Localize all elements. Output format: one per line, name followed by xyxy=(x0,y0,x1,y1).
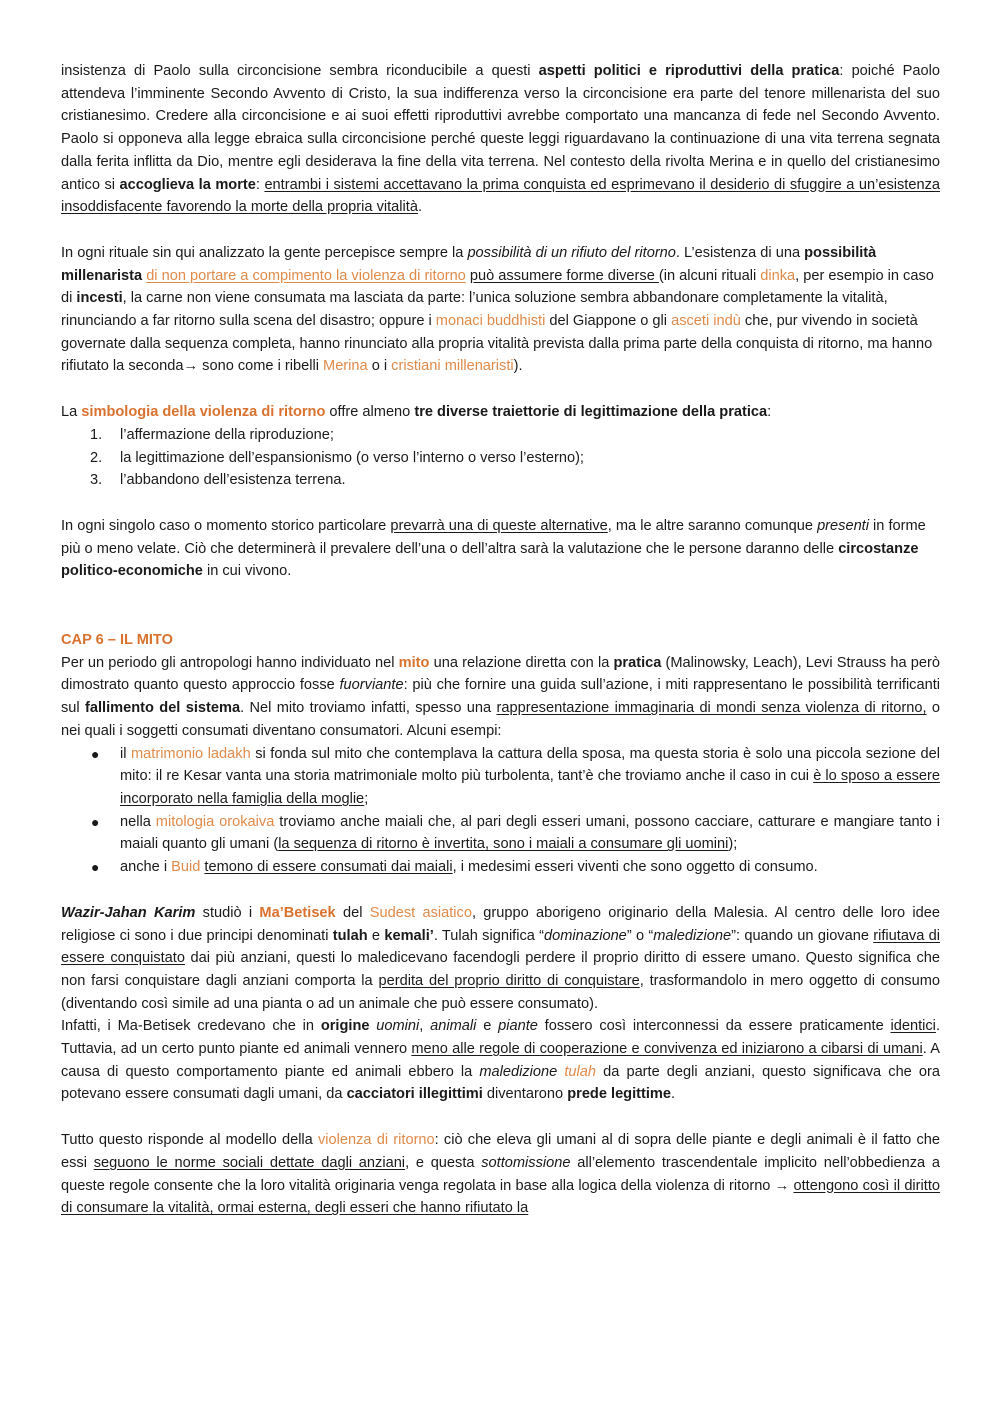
text: , ma le altre saranno comunque xyxy=(607,517,818,534)
bullet-icon: ● xyxy=(91,745,100,762)
text: . L’esistenza di una xyxy=(675,244,805,261)
text: che, pur vivendo in società governate dalla sequenza completa, hanno rinunciato alla propria vitalità prevista dalla prima parte della conquista di ritorno, ma hanno rifiutato la seconda xyxy=(61,313,933,375)
highlighted-bold-phrase: simbologia della violenza di ritorno xyxy=(81,404,326,421)
underlined-phrase: ottengono così il diritto di consumare la vitalità, ormai esterna, degli esseri che hanno rifiutato la xyxy=(61,1177,941,1217)
list-number: 1. xyxy=(90,426,103,443)
text: (in alcuni rituali xyxy=(658,267,761,284)
list-number: 2. xyxy=(90,449,103,466)
highlighted-term: cristiani millenaristi xyxy=(391,358,514,375)
underlined-phrase: prevarrà una di queste alternative xyxy=(390,517,608,534)
highlighted-term: violenza di ritorno xyxy=(318,1132,435,1149)
italic-phrase: presenti xyxy=(817,517,869,534)
text: all’elemento trascendentale implicito nell’obbedienza a queste regole consente che la loro vitalità originaria venga regolata in base alla logica della violenza di ritorno xyxy=(61,1154,941,1194)
text: : poiché Paolo attendeva l’imminente Secondo Avvento di Cristo, la sua indifferenza verso la circoncisione era parte del tenore millenarista del suo cristianesimo. Credere alla circoncisione e ai suoi effetti riproduttivi avrebbe comportato una mancanza di fede nel Secondo Avvento. Paolo si opponeva alla legge ebraica sulla circoncisione perché queste leggi riguardavano la continuazione di una vita terrena segnata dalla ferita inflitta da Dio, mentre egli desiderava la fine della vita terrena. Nel contesto della rivolta Merina e in quello del cristianesimo antico si xyxy=(61,63,940,193)
highlighted-term: mitologia orokaiva xyxy=(155,813,275,830)
highlighted-term: Buid xyxy=(171,859,201,876)
highlighted-term: monaci buddhisti xyxy=(435,313,546,330)
underlined-phrase: perdita del proprio diritto di conquistare xyxy=(378,972,640,989)
list-item-text: l’affermazione della riproduzione; xyxy=(120,426,334,443)
highlighted-bold-phrase: Ma’Betisek xyxy=(259,904,336,921)
paragraph-ma-betisek xyxy=(61,902,940,1016)
text: : xyxy=(255,176,265,193)
text: Per un periodo gli antropologi hanno individuato nel xyxy=(61,654,399,671)
bold-phrase: pratica xyxy=(613,654,662,671)
highlighted-term: dinka xyxy=(760,267,796,284)
text: , e questa xyxy=(405,1154,482,1171)
text: ); xyxy=(728,836,738,853)
text: In ogni singolo caso o momento storico particolare xyxy=(61,517,391,534)
italic-phrase: animali xyxy=(430,1018,477,1035)
underlined-phrase: è lo sposo a essere incorporato nella famiglia della moglie xyxy=(120,768,941,807)
right-arrow-icon: → xyxy=(774,1177,790,1194)
text: . Tuttavia, ad un certo punto piante ed animali vennero xyxy=(61,1018,940,1058)
numbered-list xyxy=(61,424,940,492)
text: o i xyxy=(367,358,392,375)
list-item xyxy=(61,856,940,879)
text: ” o “ xyxy=(626,927,654,944)
text: In ogni rituale sin qui analizzato la gente percepisce sempre la xyxy=(61,244,468,261)
text: nella xyxy=(120,813,156,830)
text: insistenza di Paolo sulla circoncisione sembra riconducibile a questi xyxy=(61,63,539,79)
text: in cui vivono. xyxy=(202,563,292,580)
text: da parte degli anziani, questo significava che ora potevano essere consumati dagli umani, da xyxy=(61,1063,940,1103)
underlined-phrase: rifiutava di essere conquistato xyxy=(61,927,940,967)
bold-phrase: tulah xyxy=(332,927,368,944)
text: e xyxy=(367,927,385,944)
italic-phrase: maledizione xyxy=(479,1063,558,1080)
underlined-phrase: seguono le norme sociali dettate dagli anziani xyxy=(93,1154,406,1171)
bold-phrase: fallimento del sistema xyxy=(85,700,241,717)
underlined-phrase: meno alle regole di cooperazione e convivenza ed iniziarono a cibarsi di umani xyxy=(411,1041,923,1058)
list-item xyxy=(61,743,940,811)
highlighted-bold-phrase: mito xyxy=(398,654,430,671)
text: ). xyxy=(513,358,523,375)
highlighted-term: asceti indù xyxy=(671,313,741,330)
text: dai più anziani, questi lo maledicevano facendogli perdere il proprio diritto di essere umano. Questo significa che non farsi conquistare dagli anziani comporta la xyxy=(61,950,940,989)
bold-phrase: possibilità millenarista xyxy=(61,244,877,284)
italic-phrase: fuorviante xyxy=(339,677,404,694)
bold-phrase: prede legittime xyxy=(567,1086,672,1103)
text: Tutto questo risponde al modello della xyxy=(61,1132,318,1149)
text: . Tulah significa “ xyxy=(433,927,545,944)
text: , gruppo aborigeno originario della Malesia. Al centro delle loro idee religiose ci sono i due principi denominati xyxy=(61,904,940,944)
text: del Giappone o gli xyxy=(545,313,672,330)
text: del xyxy=(335,904,370,921)
text: anche i xyxy=(120,859,172,876)
list-item-text: la legittimazione dell’espansionismo (o verso l’interno o verso l’esterno); xyxy=(120,449,584,466)
list-item xyxy=(61,447,940,470)
paragraph-myth-intro xyxy=(61,652,940,743)
paragraph-rejection-of-return xyxy=(61,242,940,378)
text: , trasformandolo in mero oggetto di consumo (diventando così simile ad una pianta o ad un animale che può essere consumato). xyxy=(61,972,940,1012)
list-item xyxy=(61,469,940,492)
highlighted-term: Sudest asiatico xyxy=(369,904,472,921)
paragraph-paul-circumcision xyxy=(61,60,940,219)
highlighted-term: matrimonio ladakh xyxy=(131,745,251,762)
bold-phrase: kemali’ xyxy=(384,927,434,944)
document-page xyxy=(61,60,940,1220)
text: fossero così interconnessi da essere praticamente xyxy=(537,1018,891,1035)
underlined-phrase: può assumere forme diverse xyxy=(469,267,659,284)
bullet-icon: ● xyxy=(91,813,100,830)
highlighted-underlined-phrase: di non portare a compimento la violenza di ritorno xyxy=(146,267,466,284)
right-arrow-icon: → xyxy=(183,358,199,375)
text: : ciò che eleva gli umani al di sopra delle piante e degli animali è il fatto che essi xyxy=(61,1132,941,1171)
text: o nei quali i soggetti consumati diventano consumatori. Alcuni esempi: xyxy=(61,700,941,739)
text: . Nel mito troviamo infatti, spesso una xyxy=(240,700,497,717)
italic-phrase: uomini xyxy=(376,1018,420,1035)
bold-phrase: accoglieva la morte xyxy=(119,176,256,193)
highlighted-term: Merina xyxy=(323,358,368,375)
text: La xyxy=(61,404,82,421)
list-item-text: l’abbandono dell’esistenza terrena. xyxy=(120,472,346,489)
underlined-phrase: rappresentazione immaginaria di mondi senza violenza di ritorno, xyxy=(496,700,927,717)
chapter-title: CAP 6 – IL MITO xyxy=(61,632,173,649)
italic-phrase: maledizione xyxy=(653,927,732,944)
bold-phrase: incesti xyxy=(76,290,123,307)
text: una relazione diretta con la xyxy=(429,654,614,671)
text: , la carne non viene consumata ma lasciata da parte: l’unica soluzione sembra abbandonare completamente la vitalità, rinunciando a far ritorno sulla scena del disastro; oppure i xyxy=(61,290,888,330)
paragraph-historical-alternatives xyxy=(61,515,940,583)
bold-phrase: tre diverse traiettorie di legittimazione della pratica xyxy=(414,404,768,421)
text: . A causa di questo comportamento piante ed animali ebbero la xyxy=(61,1041,940,1080)
list-number: 3. xyxy=(90,472,103,489)
underlined-phrase: temono di essere consumati dai maiali xyxy=(204,859,453,876)
text: in forme più o meno velate. Ciò che determinerà il prevalere dell’una o dell’altra sarà la valutazione che le persone daranno delle xyxy=(61,517,926,557)
underlined-phrase: la sequenza di ritorno è invertita, sono i maiali a consumare gli uomini xyxy=(278,836,729,853)
text: ”: quando un giovane xyxy=(731,927,874,944)
text: , xyxy=(419,1018,431,1035)
underlined-phrase: entrambi i sistemi accettavano la prima conquista ed esprimevano il desiderio di sfuggire a un’esistenza insoddisfacente favorendo la morte della propria vitalità xyxy=(61,176,940,216)
text: : più che fornire una guida sull’azione, i miti rappresentano le possibilità terrificanti sul xyxy=(61,677,941,717)
bold-phrase: aspetti politici e riproduttivi della pratica xyxy=(538,63,840,79)
text: e xyxy=(476,1018,499,1035)
bold-phrase: cacciatori illegittimi xyxy=(346,1086,483,1103)
paragraph-model-conclusion xyxy=(61,1129,940,1220)
text: : xyxy=(767,404,772,421)
italic-phrase: dominazione xyxy=(544,927,627,944)
italic-phrase: piante xyxy=(498,1018,538,1035)
text: il xyxy=(120,745,131,762)
italic-phrase: sottomissione xyxy=(481,1154,571,1171)
text: , i medesimi esseri viventi che sono oggetto di consumo. xyxy=(452,859,818,876)
italic-phrase: possibilità di un rifiuto del ritorno xyxy=(467,244,676,261)
bullet-icon: ● xyxy=(91,859,100,876)
text: ; xyxy=(364,790,369,807)
bold-italic-author: Wazir-Jahan Karim xyxy=(61,904,196,921)
text: (Malinowsky, Leach), Levi Strauss ha però dimostrato quanto questo approccio fosse xyxy=(61,654,940,694)
highlighted-italic-term: tulah xyxy=(564,1063,597,1080)
bold-phrase: circostanze politico-economiche xyxy=(61,540,919,580)
text: studiò i xyxy=(195,904,260,921)
paragraph-origin-myth xyxy=(61,1015,940,1106)
text: . xyxy=(671,1086,676,1103)
text: sono come i ribelli xyxy=(198,358,324,375)
text: . xyxy=(417,199,423,216)
paragraph-three-trajectories xyxy=(61,401,940,424)
text: offre almeno xyxy=(325,404,415,421)
text: diventarono xyxy=(482,1086,568,1103)
bold-phrase: origine xyxy=(320,1018,370,1035)
underlined-phrase: identici xyxy=(890,1018,936,1035)
list-item xyxy=(61,811,940,856)
bullet-list xyxy=(61,743,940,879)
text: troviamo anche maiali che, al pari degli esseri umani, possono cacciare, catturare e mangiare tanto i maiali quanto gli umani ( xyxy=(120,813,941,853)
text: , per esempio in caso di xyxy=(61,267,934,307)
text: si fonda sul mito che contemplava la cattura della sposa, ma questa storia è solo una piccola sezione del mito: il re Kesar vanta una storia matrimoniale molto più turbolenta, tant’è che troviamo anche il caso in cui xyxy=(120,745,940,785)
text: Infatti, i Ma-Betisek credevano che in xyxy=(61,1018,321,1035)
list-item xyxy=(61,424,940,447)
